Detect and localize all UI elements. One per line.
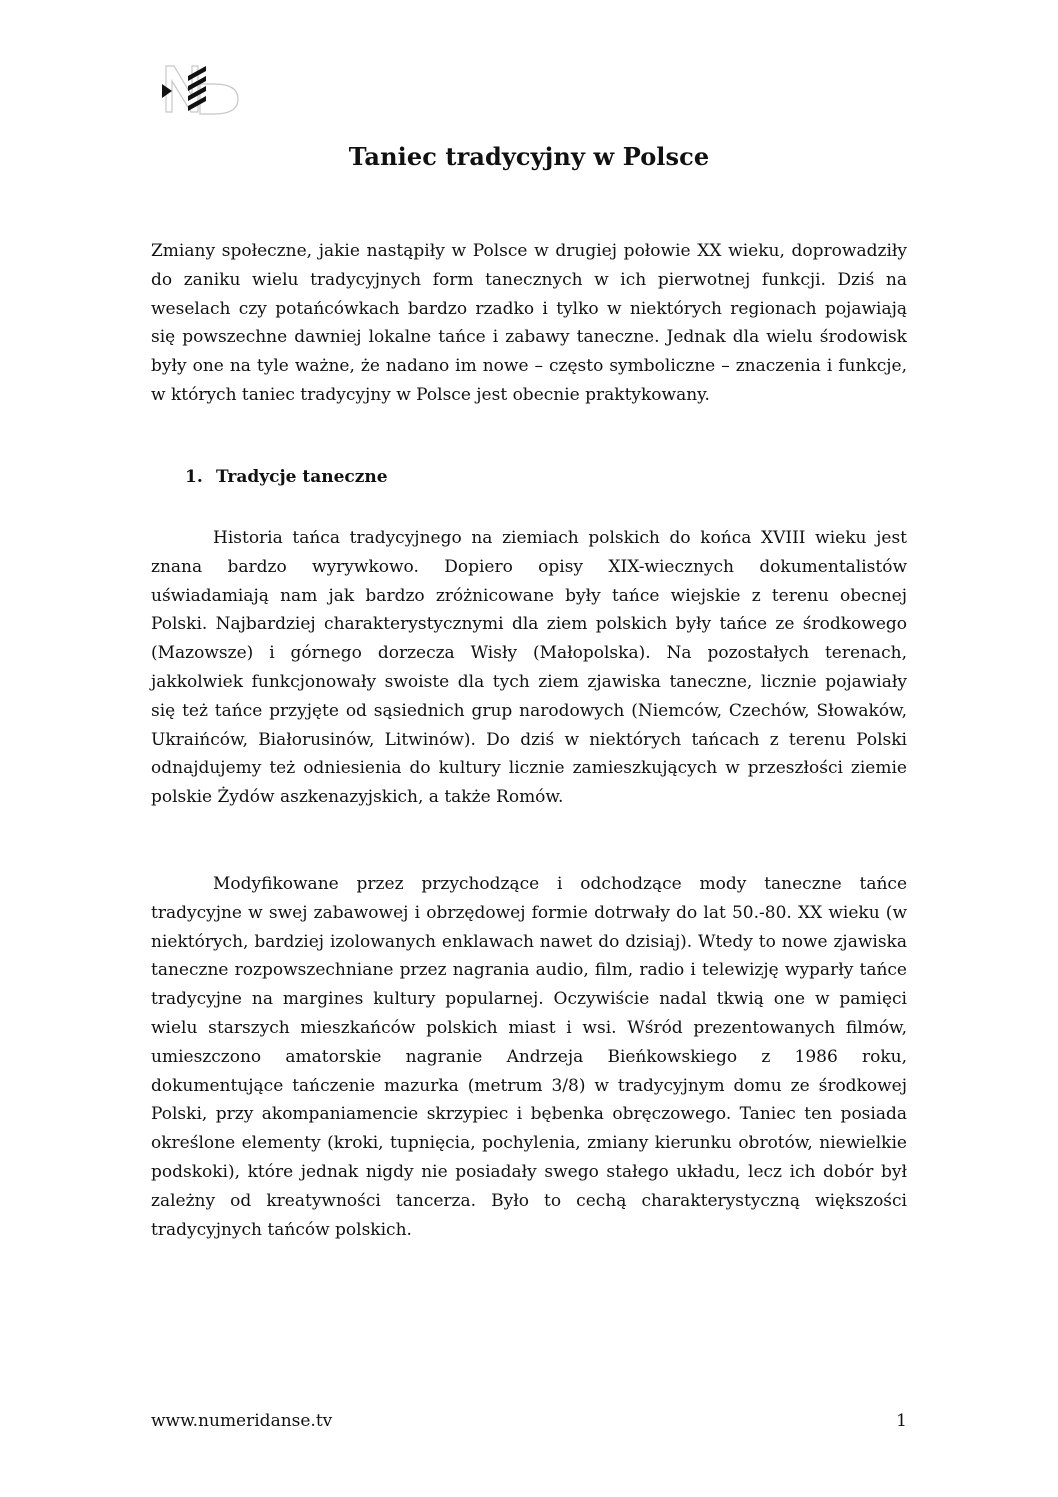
paragraph-modern: Modyfikowane przez przychodzące i odchodzące mody taneczne tańce tradycyjne w swej zabawowej i obrzędowej formie dotrwały do lat 50.-80. XX wieku (w niektórych, bardziej izolowanych enklawach nawet do dzisiaj). Wtedy to nowe zjawiska taneczne rozpowszechniane przez nagrania audio, film, radio i telewizję wyparły tańce tradycyjne na margines kultury popularnej. Oczywiście nadal tkwią one w pamięci wielu starszych mieszkańców polskich miast i wsi. Wśród prezentowanych filmów, umieszczono amatorskie nagranie Andrzeja Bieńkowskiego z 1986 roku, dokumentujące tańczenie mazurka (metrum 3/8) w tradycyjnym domu ze środkowej Polski, przy akompaniamencie skrzypiec i bębenka obręczowego. Taniec ten posiada określone elementy (kroki, tupnięcia, pochylenia, zmiany kierunku obrotów, niewielkie podskoki), które jednak nigdy nie posiadały swego stałego układu, lecz ich dobór był zależny od kreatywności tancerza. Było to cechą charakterystyczną większości tradycyjnych tańców polskich. xyxy=(151,874,907,1240)
paragraph-intro: Zmiany społeczne, jakie nastąpiły w Polsce w drugiej połowie XX wieku, doprowadziły do zaniku wielu tradycyjnych form tanecznych w ich pierwotnej funkcji. Dziś na weselach czy potańcówkach bardzo rzadko i tylko w niektórych regionach pojawiają się powszechne dawniej lokalne tańce i zabawy taneczne. Jednak dla wielu środowisk były one na tyle ważne, że nadano im nowe – często symboliczne – znaczenia i funkcje, w których taniec tradycyjny w Polsce jest obecnie praktykowany. xyxy=(151,241,907,405)
section-number: 1. xyxy=(185,467,203,487)
numeridanse-logo xyxy=(160,62,240,116)
footer-url: www.numeridanse.tv xyxy=(151,1411,333,1431)
paragraph-history: Historia tańca tradycyjnego na ziemiach polskich do końca XVIII wieku jest znana bardzo wyrywkowo. Dopiero opisy XIX-wiecznych dokumentalistów uświadamiają nam jak bardzo zróżnicowane były tańce wiejskie z terenu obecnej Polski. Najbardziej charakterystycznymi dla ziem polskich były tańce ze środkowego (Mazowsze) i górnego dorzecza Wisły (Małopolska). Na pozostałych terenach, jakkolwiek funkcjonowały swoiste dla tych ziem zjawiska taneczne, licznie pojawiały się też tańce przyjęte od sąsiednich grup narodowych (Niemców, Czechów, Słowaków, Ukraińców, Białorusinów, Litwinów). Do dziś w niektórych tańcach z terenu Polski odnajdujemy też odniesienia do kultury licznie zamieszkujących w przeszłości ziemie polskie Żydów aszkenazyjskich, a także Romów. xyxy=(151,528,907,808)
section-heading-text: Tradycje taneczne xyxy=(216,467,388,487)
section-heading xyxy=(185,467,388,487)
document-title: Taniec tradycyjny w Polsce xyxy=(348,142,710,171)
page-number: 1 xyxy=(896,1411,907,1431)
